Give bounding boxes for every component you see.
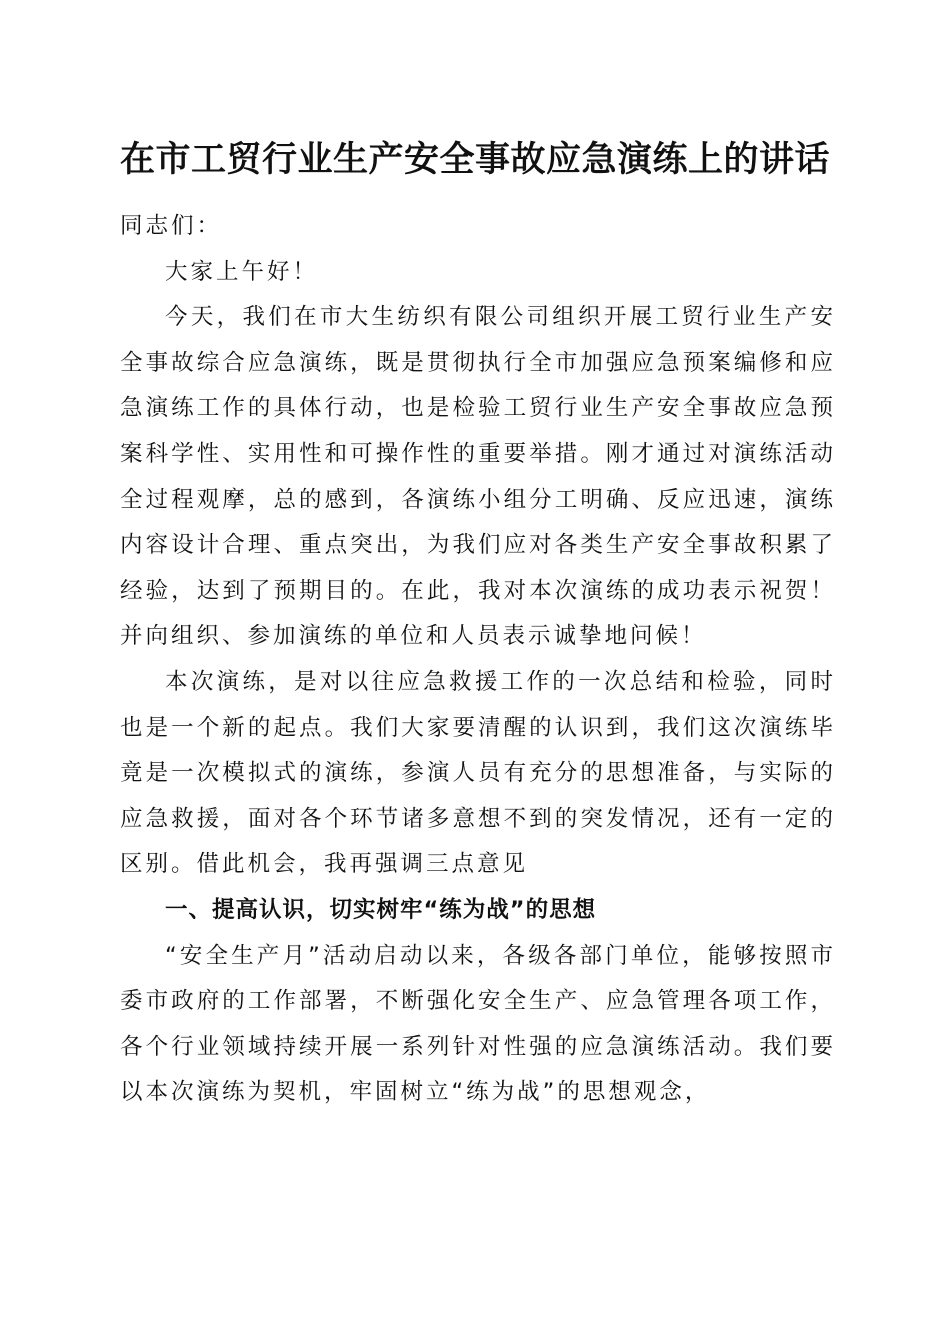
document-title: 在市工贸行业生产安全事故应急演练上的讲话 (119, 139, 830, 180)
greeting: 大家上午好！ (165, 258, 319, 285)
section-paragraph: “安全生产月”活动启动以来，各级各部门单位，能够按照市委市政府的工作部署，不断强化安全生产、应急管理各项工作，各个行业领域持续开展一系列针对性强的应急演练活动。我们要以本次演练为契机，牢固树立“练为战”的思想观念， (120, 942, 836, 1106)
salutation: 同志们： (120, 213, 223, 239)
section-heading: 一、提高认识，切实树牢“练为战”的思想 (165, 896, 597, 923)
paragraph-summary: 本次演练，是对以往应急救援工作的一次总结和检验，同时也是一个新的起点。我们大家要清醒的认识到，我们这次演练毕竟是一次模拟式的演练，参演人员有充分的思想准备，与实际的应急救援，面对各个环节诸多意想不到的突发情况，还有一定的区别。借此机会，我再强调三点意见 (120, 668, 836, 878)
paragraph-opening: 今天，我们在市大生纺织有限公司组织开展工贸行业生产安全事故综合应急演练，既是贯彻执行全市加强应急预案编修和应急演练工作的具体行动，也是检验工贸行业生产安全事故应急预案科学性、实用性和可操作性的重要举措。刚才通过对演练活动全过程观摩，总的感到，各演练小组分工明确、反应迅速，演练内容设计合理、重点突出，为我们应对各类生产安全事故积累了经验，达到了预期目的。在此，我对本次演练的成功表示祝贺！并向组织、参加演练的单位和人员表示诚挚地问候！ (120, 304, 836, 650)
document-body (120, 204, 836, 1116)
